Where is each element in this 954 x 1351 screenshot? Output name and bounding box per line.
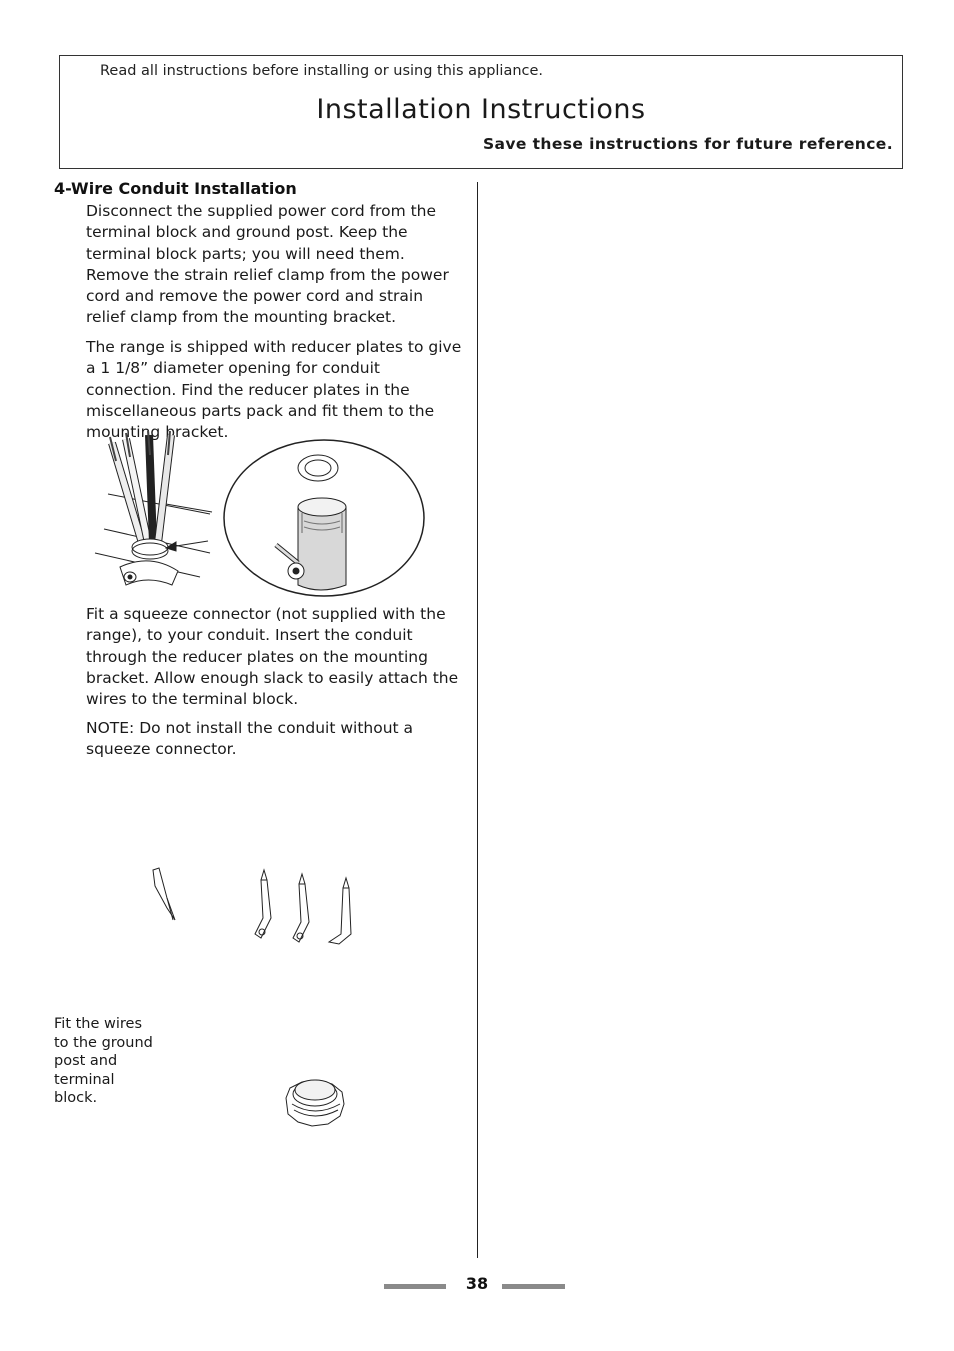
header-note: Read all instructions before installing or using this appliance. [100,63,544,79]
header-box [59,55,903,169]
page-number: 38 [465,1274,489,1293]
footer-bar-left [384,1284,446,1289]
paragraph-note: NOTE: Do not install the conduit without a squeeze connector. [86,719,414,759]
footer-bar-right [502,1284,565,1289]
page-title: Installation Instructions [316,94,646,125]
conduit-wires-illustration [90,425,430,600]
wire-terminals-illustration [145,862,365,952]
paragraph-disconnect-cord: Disconnect the supplied power cord from the terminal block and ground post. Keep the terminal block parts; you will need them. Remove the strain relief clamp from the power cord and remove the power cord and strain relief clamp from the mounting bracket. [86,202,449,327]
paragraph-squeeze-connector: Fit a squeeze connector (not supplied with the range), to your conduit. Insert the conduit through the reducer plates on the mounting bracket. Allow enough slack to easily attach the wires to the terminal block. [86,605,459,709]
paragraph-reducer-plates: The range is shipped with reducer plates to give a 1 1/8” diameter opening for conduit connection. Find the reducer plates in the miscellaneous parts pack and fit them to the mounting bracket. [86,338,462,442]
section-heading: 4-Wire Conduit Installation [54,179,297,198]
squeeze-connector-illustration [282,1072,348,1130]
column-divider [477,182,478,1258]
caption-fit-wires: Fit the wires to the ground post and terminal block. [54,1016,153,1107]
save-instructions-note: Save these instructions for future reference. [482,135,893,153]
